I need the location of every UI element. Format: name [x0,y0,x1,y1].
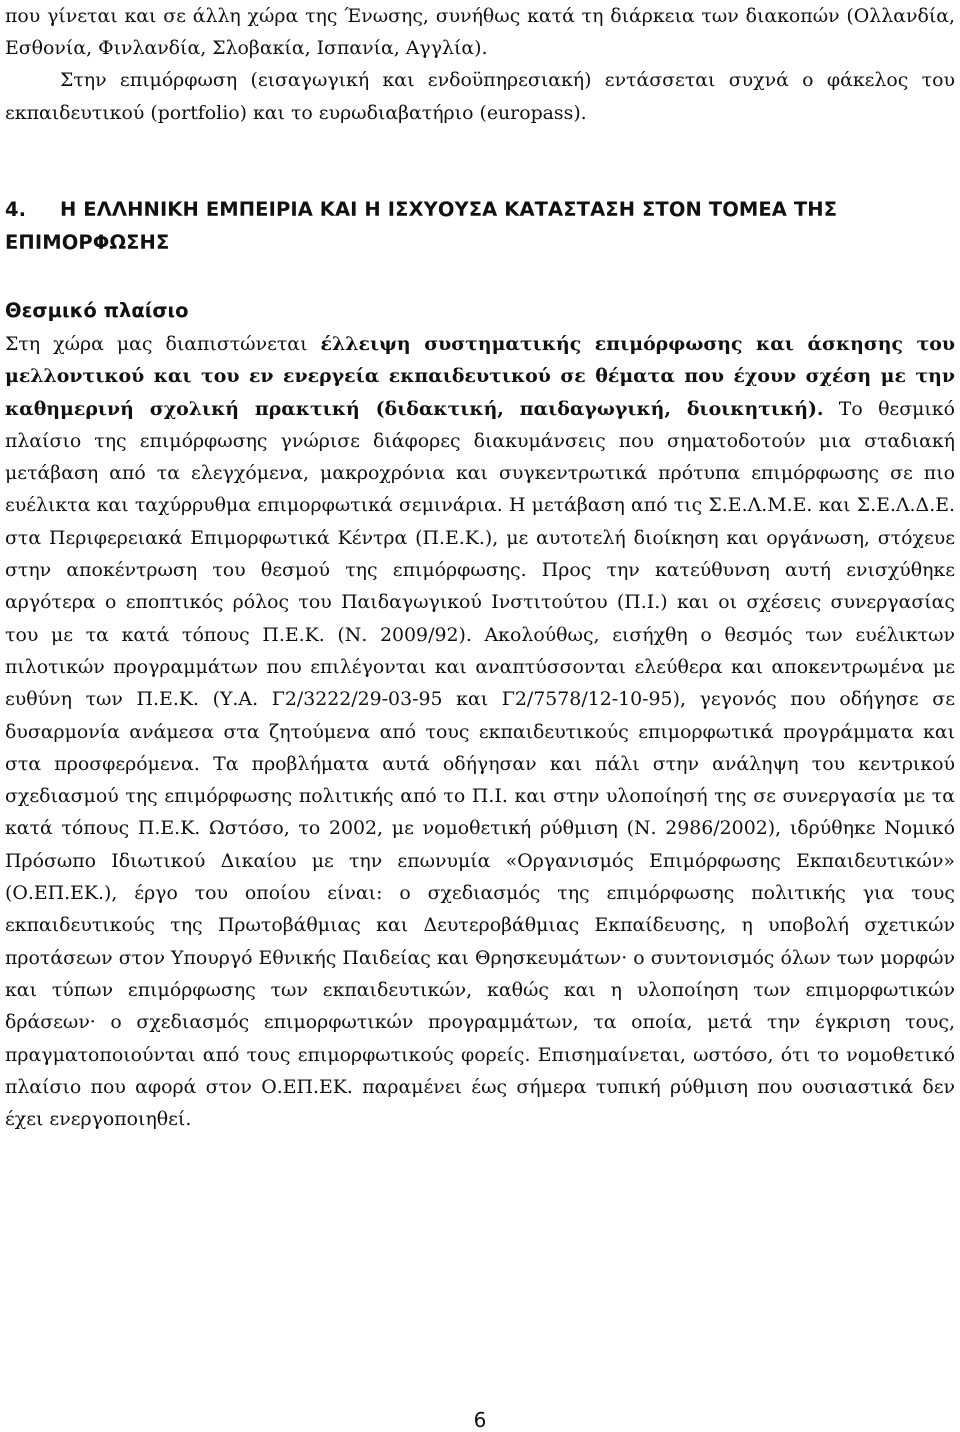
section-heading [5,193,953,259]
body-lead-text: Στη χώρα μας διαπιστώνεται [5,333,308,355]
intro-paragraph-portfolio: Στην επιμόρφωση (εισαγωγική και ενδοϋπηρεσιακή) εντάσσεται συχνά ο φάκελος του εκπαιδευτικού (portfolio) και το ευρωδιαβατήριο (europass). [5,69,955,124]
main-body [5,328,955,1135]
section-number: 4. [5,198,27,221]
section-title: Η ΕΛΛΗΝΙΚΗ ΕΜΠΕΙΡΙΑ ΚΑΙ Η ΙΣΧΥΟΥΣΑ ΚΑΤΑΣΤΑΣΗ ΣΤΟΝ ΤΟΜΕΑ ΤΗΣ ΕΠΙΜΟΡΦΩΣΗΣ [5,198,838,254]
body-rest-text: Το θεσμικό πλαίσιο της επιμόρφωσης γνώρισε διάφορες διακυμάνσεις που σηματοδοτούν μια σταδιακή μετάβαση από τα ελεγχόμενα, μακροχρόνια και συγκεντρωτικά πρότυπα επιμόρφωσης σε πιο ευέλικτα και ταχύρρυθμα επιμορφωτικά σεμινάρια. Η μετάβαση από τις Σ.Ε.Λ.Μ.Ε. και Σ.Ε.Λ.Δ.Ε. στα Περιφερειακά Επιμορφωτικά Κέντρα (Π.Ε.Κ.), με αυτοτελή διοίκηση και οργάνωση, στόχευε στην αποκέντρωση του θεσμού της επιμόρφωσης. Προς την κατεύθυνση αυτή ενισχύθηκε αργότερα ο εποπτικός ρόλος του Παιδαγωγικού Ινστιτούτου (Π.Ι.) και οι σχέσεις συνεργασίας του με τα κατά τόπους Π.Ε.Κ. (Ν. 2009/92). Ακολούθως, εισήχθη ο θεσμός των ευέλικτων πιλοτικών προγραμμάτων που επιλέγονται και αναπτύσσονται ελεύθερα και αποκεντρωμένα με ευθύνη των Π.Ε.Κ. (Υ.Α. Γ2/3222/29-03-95 και Γ2/7578/12-10-95), γεγονός που οδήγησε σε δυσαρμονία ανάμεσα στα ζητούμενα από τους εκπαιδευτικούς επιμορφωτικά προγράμματα και στα προσφερόμενα. Τα προβλήματα αυτά οδήγησαν και πάλι στην ανάληψη του κεντρικού σχεδιασμού της επιμόρφωσης πολιτικής από το Π.Ι. και στην υλοποίησή της σε συνεργασία με τα κατά τόπους Π.Ε.Κ. Ωστόσο, το 2002, με νομοθετική ρύθμιση (Ν. 2986/2002), ιδρύθηκε Νομικό Πρόσωπο Ιδιωτικού Δικαίου με την επωνυμία «Οργανισμός Επιμόρφωσης Εκπαιδευτικών» (Ο.ΕΠ.ΕΚ.), έργο του οποίου είναι: ο σχεδιασμός της επιμόρφωσης πολιτικής για τους εκπαιδευτικούς της Πρωτοβάθμιας και Δευτεροβάθμιας Εκπαίδευσης, η υποβολή σχετικών προτάσεων στον Υπουργό Εθνικής Παιδείας και Θρησκευμάτων· ο συντονισμός όλων των μορφών και τύπων επιμόρφωσης των εκπαιδευτικών, καθώς και η υλοποίηση των επιμορφωτικών δράσεων· ο σχεδιασμός επιμορφωτικών προγραμμάτων, τα οποία, μετά την έγκριση τους, πραγματοποιούνται από τους επιμορφωτικούς φορείς. Επισημαίνεται, ωστόσο, ότι το νομοθετικό πλαίσιο που αφορά στον Ο.ΕΠ.ΕΚ. παραμένει έως σήμερα τυπική ρύθμιση που ουσιαστικά δεν έχει ενεργοποιηθεί. [5,397,955,1131]
subsection-heading: Θεσμικό πλαίσιο [5,299,189,322]
body-emphasis-text: έλλειψη συστηματικής επιμόρφωσης και άσκησης του μελλοντικού και του εν ενεργεία εκπαιδευτικού σε θέματα που έχουν σχέση με την καθημερινή σχολική πρακτική (διδακτική, παιδαγωγική, διοικητική). [5,333,955,420]
intro-block [5,0,955,129]
page-number: 6 [473,1408,487,1432]
body-paragraph [5,328,955,1135]
intro-paragraph-continued: που γίνεται και σε άλλη χώρα της Ένωσης, συνήθως κατά τη διάρκεια των διακοπών (Ολλανδία, Εσθονία, Φινλανδία, Σλοβακία, Ισπανία, Αγγλία). [5,5,955,60]
